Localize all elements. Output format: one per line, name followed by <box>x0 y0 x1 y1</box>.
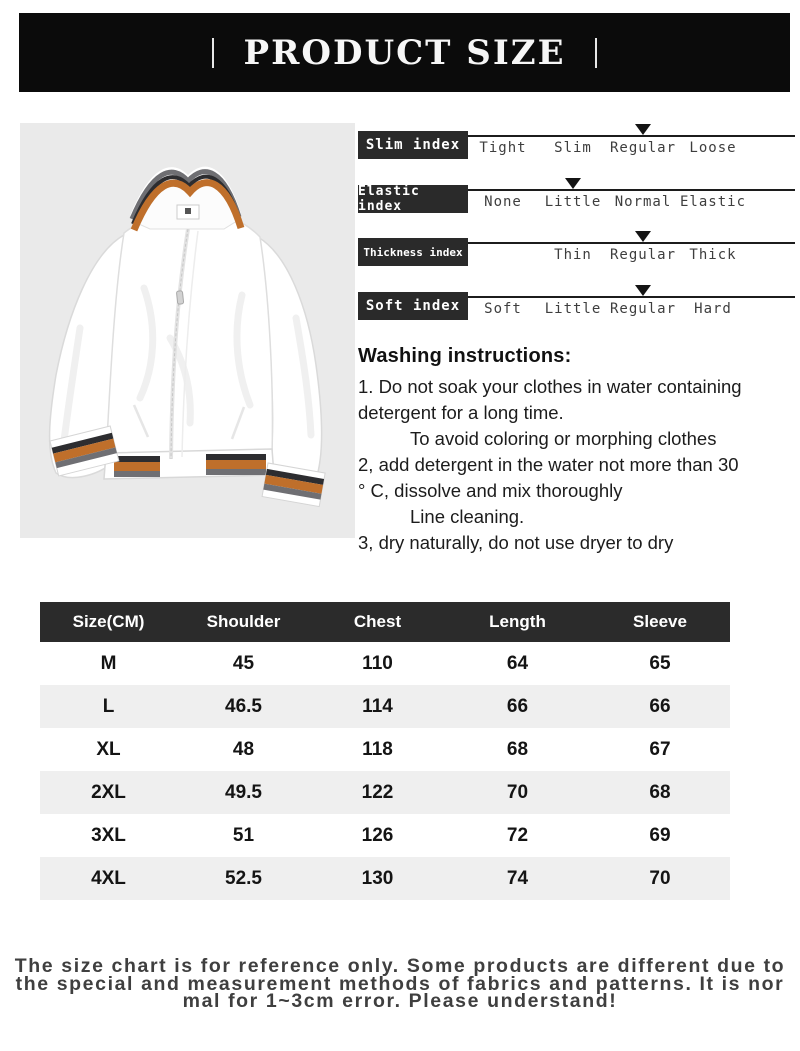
table-row <box>40 814 730 857</box>
disclaimer-line: The size chart is for reference only. Some products are different due to <box>14 955 786 977</box>
table-row <box>40 685 730 728</box>
size-cell: M <box>100 652 117 674</box>
measurement-cell: 52.5 <box>225 867 262 889</box>
hem-stripes-center <box>206 454 266 475</box>
scale-line <box>468 242 795 244</box>
size-cell: 3XL <box>91 824 126 846</box>
marker-triangle-icon <box>635 285 651 296</box>
measurement-cell: 49.5 <box>225 781 262 803</box>
index-scale <box>468 131 795 159</box>
index-option: Regular <box>609 140 677 156</box>
disclaimer <box>10 955 790 1012</box>
index-label: Slim index <box>358 131 468 159</box>
marker-triangle-icon <box>635 124 651 135</box>
measurement-cell: 118 <box>362 738 393 760</box>
measurement-cell: 122 <box>361 781 394 803</box>
index-option: Hard <box>694 300 732 317</box>
measurement-cell: 68 <box>649 781 671 803</box>
measurement-cell: 64 <box>506 652 529 674</box>
size-cell: 4XL <box>91 867 126 889</box>
scale-line <box>468 135 795 137</box>
marker-triangle-icon <box>635 231 651 242</box>
measurement-cell: 67 <box>649 738 671 760</box>
index-option: Normal <box>614 193 672 210</box>
size-table <box>40 602 730 900</box>
jacket-body <box>106 210 272 469</box>
column-header: Size(CM) <box>72 612 145 631</box>
index-scale <box>468 292 795 320</box>
index-option: Tight <box>479 140 527 156</box>
index-option: Thick <box>689 247 737 263</box>
washing-line: Line cleaning. <box>410 506 525 527</box>
washing-title: Washing instructions: <box>358 345 572 367</box>
measurement-cell: 68 <box>506 738 529 760</box>
measurement-cell: 46.5 <box>225 695 262 717</box>
index-row-thickness-index <box>358 238 795 266</box>
measurement-cell: 65 <box>649 652 671 674</box>
hem-stripes-left <box>114 456 160 477</box>
banner-right-bar <box>595 38 597 68</box>
index-label: Elastic index <box>358 185 468 213</box>
scale-line <box>468 296 795 298</box>
size-cell: 2XL <box>91 781 126 803</box>
measurement-cell: 74 <box>506 867 529 889</box>
washing-lines <box>358 374 795 556</box>
scale-line <box>468 189 795 191</box>
measurement-cell: 66 <box>506 695 529 717</box>
index-option: Soft <box>484 300 522 317</box>
product-photo <box>20 123 355 538</box>
jacket-illustration <box>20 123 355 538</box>
washing-line: 2, add detergent in the water not more than 30 <box>358 454 739 475</box>
marker-triangle-icon <box>565 178 581 189</box>
column-header: Length <box>489 612 546 631</box>
disclaimer-line: mal for 1~3cm error. Please understand! <box>182 990 618 1012</box>
column-header: Chest <box>353 612 402 631</box>
index-scale <box>468 238 795 266</box>
table-header-row <box>40 602 730 642</box>
washing-line: ° C, dissolve and mix thoroughly <box>358 480 623 501</box>
index-option: Little <box>544 300 602 317</box>
index-row-soft-index <box>358 292 795 320</box>
banner-left-bar <box>212 38 214 68</box>
table-row <box>40 771 730 814</box>
washing-line: detergent for a long time. <box>358 402 564 423</box>
measurement-cell: 70 <box>506 781 529 803</box>
banner-title: PRODUCT SIZE <box>243 32 566 73</box>
measurement-cell: 48 <box>232 738 255 760</box>
index-option: Thin <box>554 247 592 263</box>
index-option: Regular <box>609 247 677 263</box>
washing-line: 1. Do not soak your clothes in water containing <box>358 376 742 397</box>
table-row <box>40 642 730 685</box>
banner <box>19 13 790 92</box>
measurement-cell: 130 <box>361 867 394 889</box>
measurement-cell: 72 <box>506 824 529 846</box>
index-option: Regular <box>609 300 677 317</box>
table-row <box>40 728 730 771</box>
measurement-cell: 69 <box>649 824 671 846</box>
measurement-cell: 114 <box>362 695 393 717</box>
disclaimer-line: the special and measurement methods of fabrics and patterns. It is nor <box>15 972 785 995</box>
washing-instructions <box>358 345 795 556</box>
measurement-cell: 110 <box>362 652 393 674</box>
index-scales <box>358 131 795 320</box>
measurement-cell: 70 <box>649 867 671 889</box>
measurement-cell: 126 <box>361 824 394 846</box>
measurement-cell: 66 <box>649 695 671 717</box>
details-column <box>358 123 795 556</box>
column-header: Sleeve <box>633 612 687 631</box>
index-label: Thickness index <box>358 238 468 266</box>
table-row <box>40 857 730 900</box>
index-option: Little <box>544 193 602 210</box>
size-cell: XL <box>96 738 121 760</box>
index-row-slim-index <box>358 131 795 159</box>
measurement-cell: 51 <box>232 824 255 846</box>
index-option: Elastic <box>679 193 747 210</box>
column-header: Shoulder <box>206 612 281 631</box>
size-cell: L <box>102 695 115 717</box>
table-body <box>40 642 730 900</box>
index-option: Slim <box>554 140 592 156</box>
washing-line: 3, dry naturally, do not use dryer to dry <box>358 532 674 553</box>
index-row-elastic-index <box>358 185 795 213</box>
index-scale <box>468 185 795 213</box>
index-label: Soft index <box>358 292 468 320</box>
measurement-cell: 45 <box>232 652 255 674</box>
index-option: Loose <box>689 140 737 156</box>
index-option: None <box>484 193 522 210</box>
washing-line: To avoid coloring or morphing clothes <box>410 428 717 449</box>
zipper-pull <box>176 291 183 305</box>
